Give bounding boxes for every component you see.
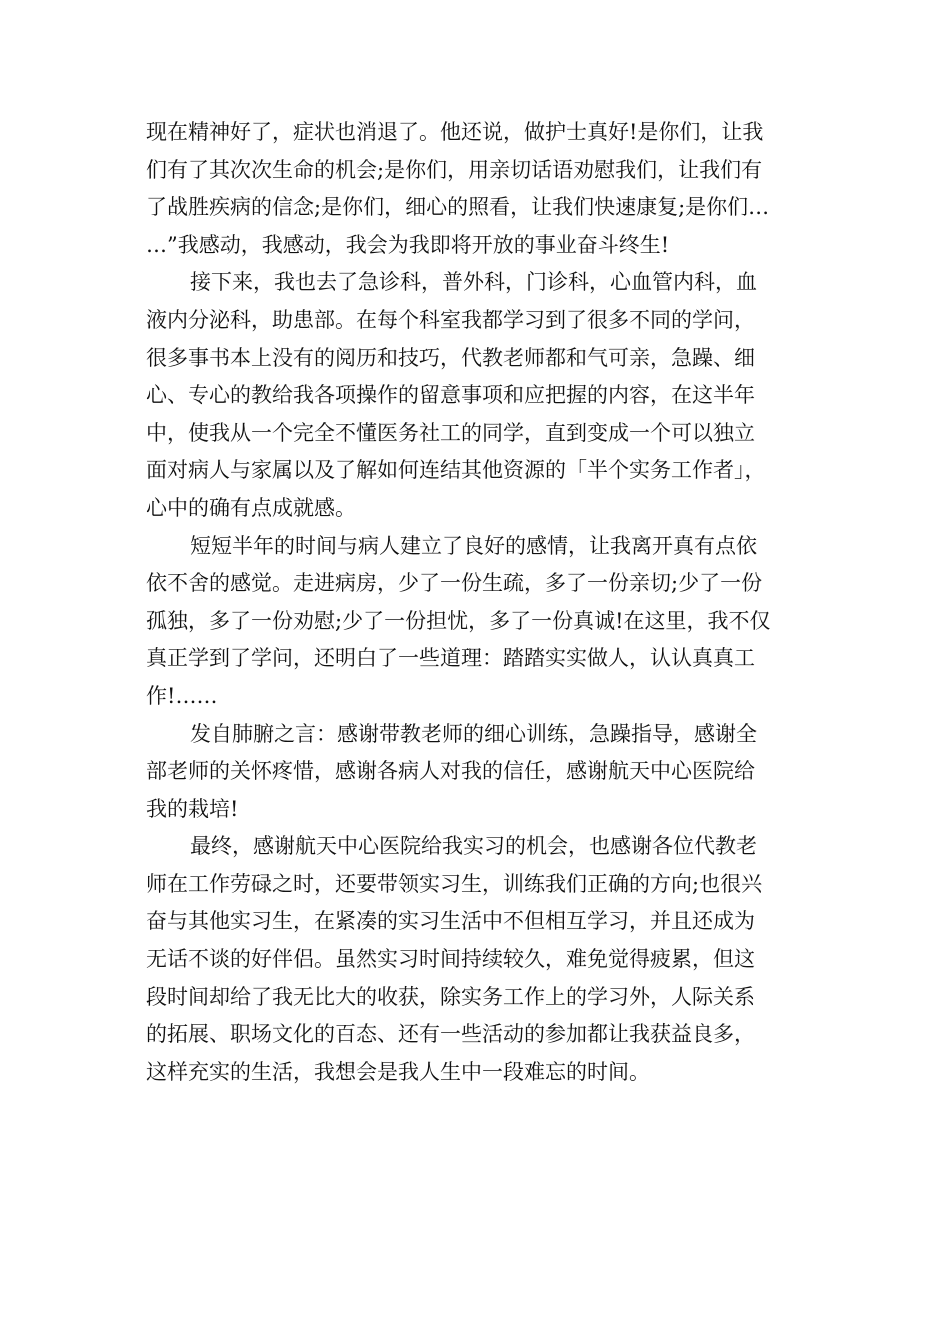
text-line: 们有了其次次生命的机会;是你们，用亲切话语劝慰我们，让我们有 [146,157,763,182]
text-line: 心、专心的教给我各项操作的留意事项和应把握的内容，在这半年 [146,383,755,408]
text-line: 很多事书本上没有的阅历和技巧，代教老师都和气可亲，急躁、细 [146,345,755,370]
text-line: 依不舍的感觉。走进病房，少了一份生疏，多了一份亲切;少了一份 [146,571,763,596]
document-body [146,114,822,1091]
text-line: 作!…… [146,683,218,708]
text-line: 了战胜疾病的信念;是你们，细心的照看，让我们快速康复;是你们… [146,195,770,220]
paragraph-first-line: 发自肺腑之言：感谢带教老师的细心训练，急躁指导，感谢全 [190,721,757,746]
text-line: 面对病人与家属以及了解如何连结其他资源的「半个实务工作者」， [146,458,766,483]
text-line: 真正学到了学问，还明白了一些道理：踏踏实实做人，认认真真工 [146,646,755,671]
text-line: 段时间却给了我无比大的收获，除实务工作上的学习外，人际关系 [146,984,755,1009]
text-line: 现在精神好了，症状也消退了。他还说，做护士真好!是你们，让我 [146,120,764,144]
paragraph-first-line: 接下来，我也去了急诊科，普外科，门诊科，心血管内科，血 [190,270,757,295]
text-line: 的拓展、职场文化的百态、还有一些活动的参加都让我获益良多， [146,1022,755,1047]
text-line: 液内分泌科，助患部。在每个科室我都学习到了很多不同的学问， [146,307,755,332]
paragraph-first-line: 短短半年的时间与病人建立了良好的感情，让我离开真有点依 [190,533,757,558]
text-line: 孤独，多了一份劝慰;少了一份担忧，多了一份真诚!在这里，我不仅 [146,608,771,633]
paragraph-first-line: 最终，感谢航天中心医院给我实习的机会，也感谢各位代教老 [190,834,757,859]
text-line: 奋与其他实习生，在紧凑的实习生活中不但相互学习，并且还成为 [146,909,755,934]
text-line: 部老师的关怀疼惜，感谢各病人对我的信任，感谢航天中心医院给 [146,759,755,784]
text-line: 这样充实的生活，我想会是我人生中一段难忘的时间。 [146,1059,650,1084]
text-line: 我的栽培! [146,796,239,821]
text-line: 师在工作劳碌之时，还要带领实习生，训练我们正确的方向;也很兴 [146,871,763,896]
text-line: 中，使我从一个完全不懂医务社工的同学，直到变成一个可以独立 [146,420,755,445]
text-line: 无话不谈的好伴侣。虽然实习时间持续较久，难免觉得疲累，但这 [146,947,755,972]
text-line: …”我感动，我感动，我会为我即将开放的事业奋斗终生! [146,232,670,257]
text-line: 心中的确有点成就感。 [146,495,356,520]
